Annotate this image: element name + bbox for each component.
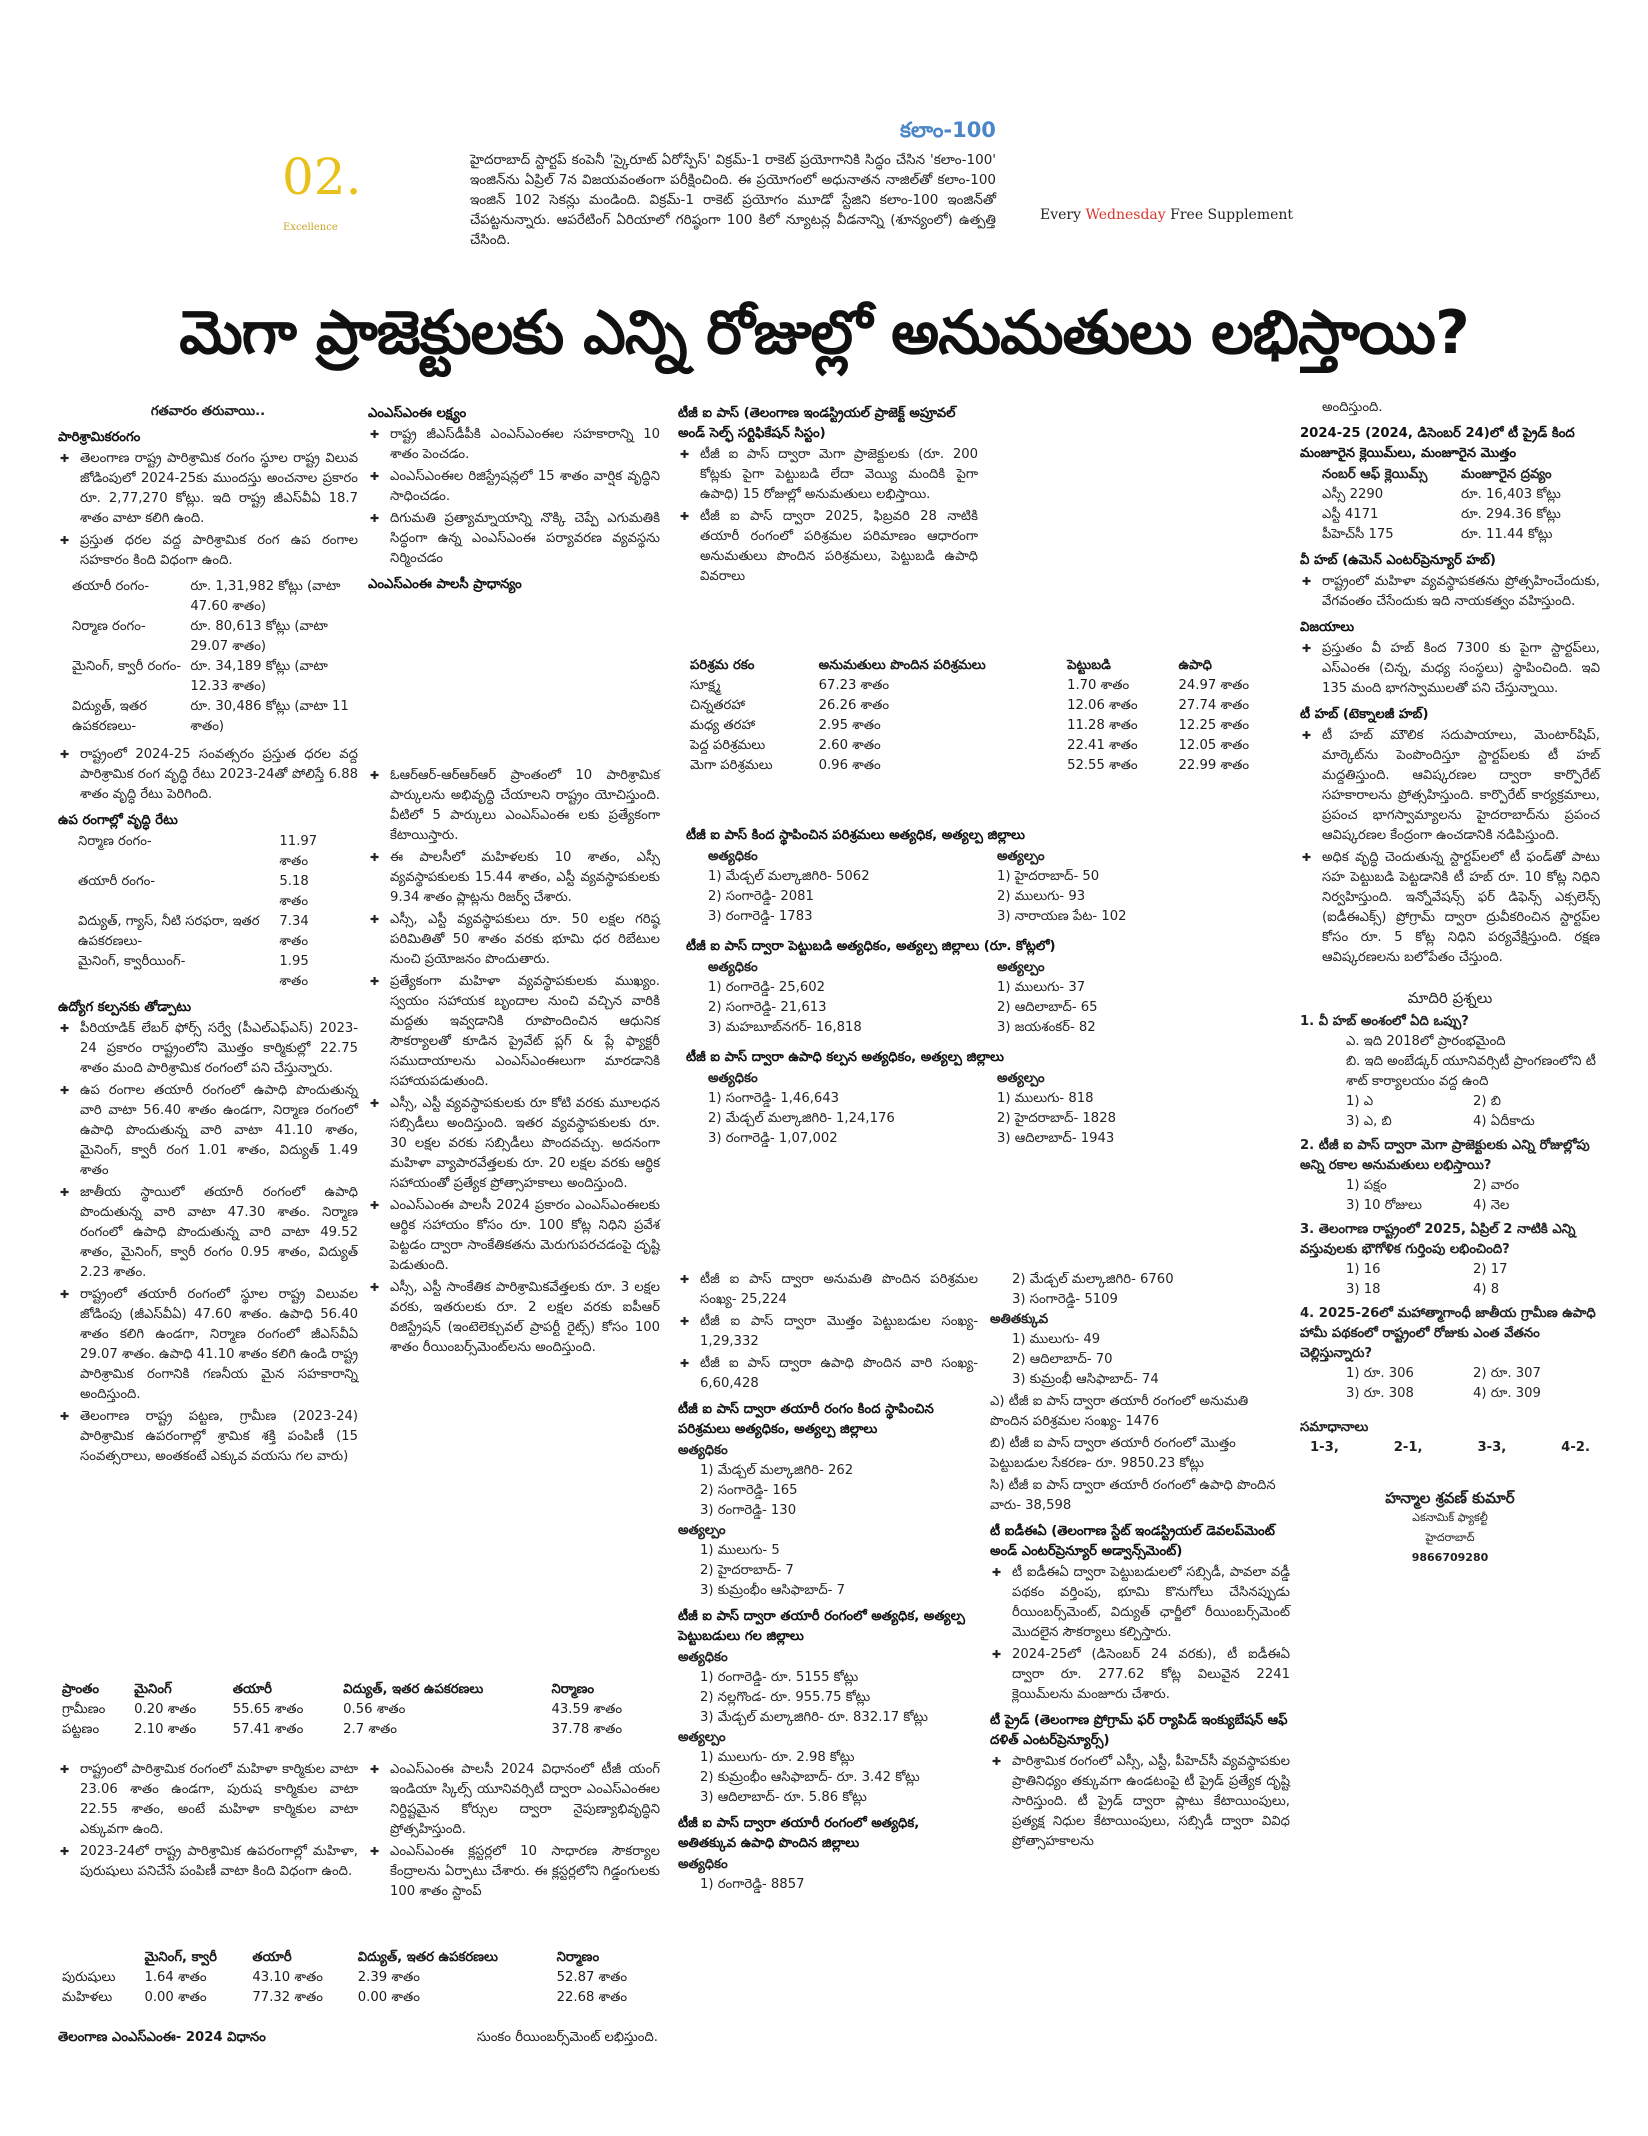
section-heading: టీజీ ఐ పాస్ ద్వారా తయారీ రంగంలో అత్యధిక, అతితక్కువ ఉపాధి పొందిన జిల్లాలు [678,1816,920,1851]
bullet: ✚ దిగుమతి ప్రత్యామ్నాయాన్ని నొక్కి చెప్పే ఎగుమతికి సిద్ధంగా ఉన్న ఎంఎస్ఎంఈ పర్యావరణ వ్యవస్థను నిర్మించడం [368,509,660,569]
tgidea-title: టీ ఐడీఈఏ (తెలంగాణ స్టేట్ ఇండస్ట్రియల్ డెవలప్‌మెంట్ అండ్ ఎంటర్‌ప్రెన్యూర్ అడ్వాన్స్‌మెంట్) [990,1524,1275,1559]
column-2-lower [368,1760,660,1904]
supplement-label: Every Wednesday Free Supplement [1040,207,1294,223]
table-title: టీజీ ఐ పాస్ ద్వారా ఉపాధి కల్పన అత్యధికం, అత్యల్ప జిల్లాలు [686,1050,1004,1065]
section-heading: ఉప రంగాల్లో వృద్ధి రేటు [58,813,178,828]
industry-size-table: పరిశ్రమ రకం అనుమతులు పొందిన పరిశ్రమలు పెట్టుబడి ఉపాధి సూక్ష్మ 67.23 శాతం 1.70 శాతం 24.97 శాతం చిన్నతరహా 26.26 శాతం 12.06 శాతం 27.74 శాతం మధ్య తరహా 2.95 శాతం 11.28 శాతం 12.25 శాతం పెద్ద పరిశ్రమలు 2.60 శాతం 22.41 శాతం 12.05 శాతం మెగా పరిశ్రమలు 0.96 శాతం 52.55 శాతం 22.99 శాతం [690,658,1250,773]
section-heading: ఎంఎస్ఎంఈ లక్ష్యం [368,406,467,421]
col1-footer [58,2030,658,2048]
column-3-right: 2) మేడ్చల్ మల్కాజిగిరి- 6760 3) సంగారెడ్డి- 5109 అతితక్కువ 1) ములుగు- 49 2) ఆదిలాబాద్- 70 3) కుమ్రంభీ ఆసిఫాబాద్- 74 ఎ) టీజీ ఐ పాస్ ద్వారా తయారీ రంగంలో అనుమతి పొందిన పరిశ్రమల సంఖ్య- 1476 బి) టీజీ ఐ పాస్ ద్వారా తయారీ రంగంలో మొత్తం పెట్టుబడుల సేకరణ- రూ. 9850.23 కోట్లు సి) టీజీ ఐ పాస్ ద్వారా తయారీ రంగంలో ఉపాధి పొందిన వారు- 38,598 టీ ఐడీఈఏ (తెలంగాణ స్టేట్ ఇండస్ట్రియల్ డెవలప్‌మెంట్ అండ్ ఎంటర్‌ప్రెన్యూర్ అడ్వాన్స్‌మెంట్) ✚ టీ ఐడీఈఏ ద్వారా పెట్టుబడులలో సబ్సిడీ, పావలా వడ్డీ పథకం వర్తింపు, భూమి కొనుగోలు చేసినప్పుడు రీయింబర్స్‌మెంట్, విద్యుత్ ఛార్జీలో రీయింబర్స్‌మెంట్ మొదలైన సౌకర్యాలు కల్పిస్తారు. ✚ 2024-25లో (డిసెంబర్ 24 వరకు), టీ ఐడీఈఏ ద్వారా రూ. 277.62 కోట్ల విలువైన 2241 క్లెయిమ్‌లను మంజూరు చేశారు. టీ ప్రైడ్ (తెలంగాణ ప్రోగ్రామ్ ఫర్ ర్యాపిడ్ ఇంక్యుబేషన్ ఆఫ్ దళిత్ ఎంటర్‌ప్రెన్యూర్స్) ✚ పారిశ్రామిక రంగంలో ఎస్సీ, ఎస్టీ, పీహెచ్‌సీ వ్యవస్థాపకుల ప్రాతినిధ్యం తక్కువగా ఉండటంపై టీ ప్రైడ్ ప్రత్యేక దృష్టి సారిస్తుంది. టీ ప్రైడ్ ద్వారా ప్లాటు కేటాయింపులు, ప్రత్యక్ష నిధుల కేటాయింపులు, సబ్సిడీ ద్వారా వివిధ ప్రోత్సాహకాలను [990,1270,1290,1854]
section-heading: టీజీ ఐ పాస్ ద్వారా తయారీ రంగం కింద స్థాపించిన పరిశ్రమలు అత్యధికం, అత్యల్ప జిల్లాలు [678,1402,934,1437]
bullet: ✚ జాతీయ స్థాయిలో తయారీ రంగంలో ఉపాధి పొందుతున్న వారి వాటా 47.30 శాతం. నిర్మాణ రంగంలో ఉపాధి పొందుతున్న వారి వాటా 49.52 శాతం, మైనింగ్, క్వారీ రంగం 0.95 శాతం, విద్యుత్ 2.23 శాతం. [58,1183,358,1283]
bullet: ✚ ప్రత్యేకంగా మహిళా వ్యవస్థాపకులకు ముఖ్యం. స్వయం సహాయక బృందాల నుంచి వచ్చిన వారికి మద్దతు ఇవ్వడానికి రూపొందించిన ఆధునిక సౌకర్యాలతో కూడిన ప్రైవేట్ ప్లగ్ & ప్లే ఫ్యాక్టరీ సముదాయాలను ఎంఎస్ఎంఈలుగా మారడానికి సహాయపడుతుంది. [368,972,660,1092]
bullet: ✚ ఎంఎస్ఎంఈ క్లస్టర్లలో 10 సాధారణ సౌకర్యాల కేంద్రాలను ఏర్పాటు చేశారు. ఈ క్లస్టర్లలోని గిడ్డంగులకు 100 శాతం స్టాంప్ [368,1842,660,1902]
bullet: ✚ పారిశ్రామిక రంగంలో ఎస్సీ, ఎస్టీ, పీహెచ్‌సీ వ్యవస్థాపకుల ప్రాతినిధ్యం తక్కువగా ఉండటంపై టీ ప్రైడ్ ప్రత్యేక దృష్టి సారిస్తుంది. టీ ప్రైడ్ ద్వారా ప్లాటు కేటాయింపులు, ప్రత్యక్ష నిధుల కేటాయింపులు, సబ్సిడీ ద్వారా వివిధ ప్రోత్సాహకాలను [990,1752,1290,1852]
urban-rural-table: ప్రాంతం మైనింగ్ తయారీ విద్యుత్, ఇతర ఉపకరణలు నిర్మాణం గ్రామీణం 0.20 శాతం 55.65 శాతం 0.56 శాతం 43.59 శాతం పట్టణం 2.10 శాతం 57.41 శాతం 2.7 శాతం 37.78 శాతం [62,1682,623,1737]
author-block [1300,1488,1600,1568]
page-number: 02. [282,148,362,206]
bullet: ✚ తెలంగాణ రాష్ట్ర పారిశ్రామిక రంగం స్థూల రాష్ట్ర విలువ జోడింపులో 2024-25కు ముందస్తు అంచనాల ప్రకారం రూ. 2,77,270 కోట్లు. ఇది రాష్ట్ర జీఎస్‌వీఏ 18.7 శాతం వాటా కలిగి ఉంది. [58,449,358,529]
bullet: ✚ తెలంగాణ రాష్ట్ర పట్టణ, గ్రామీణ (2023-24) పారిశ్రామిక ఉపరంగాల్లో శ్రామిక శక్తి పంపిణీ (15 సంవత్సరాలు, అంతకంటే ఎక్కువ వయసు గల వారు) [58,1407,358,1467]
tagline: Excellence [283,222,338,233]
bullet: ✚ ఎస్సీ, ఎస్టీ వ్యవస్థాపకులకు రూ కోటి వరకు మూలధన సబ్సిడీలు అందిస్తుంది. ఇతర వ్యవస్థాపకులకు రూ. 30 లక్షల వరకు సబ్సిడీలు పొందవచ్చు. అదనంగా మహిళా వ్యాపారవేత్తలకు రూ. 20 లక్షల వరకు ఆర్థిక సహాయంతో ప్రత్యేక ప్రోత్సాహకాలు అందిస్తుంది. [368,1094,660,1194]
author-name: హన్మాల శ్రవణ్ కుమార్ [1385,1489,1515,1507]
question-3: 3. తెలంగాణ రాష్ట్రంలో 2025, ఏప్రిల్ 2 నాటికి ఎన్ని వస్తువులకు భౌగోళిక గుర్తింపు లభించింది? 1) 16 2) 17 3) 18 4) 8 [1300,1222,1576,1297]
column-3-left: ✚ టీజీ ఐ పాస్ ద్వారా అనుమతి పొందిన పరిశ్రమల సంఖ్య- 25,224 ✚ టీజీ ఐ పాస్ ద్వారా మొత్తం పెట్టుబడుల సంఖ్య- 1,29,332 ✚ టీజీ ఐ పాస్ ద్వారా ఉపాధి పొందిన వారి సంఖ్య- 6,60,428 టీజీ ఐ పాస్ ద్వారా తయారీ రంగం కింద స్థాపించిన పరిశ్రమలు అత్యధికం, అత్యల్ప జిల్లాలు అత్యధికం 1) మేడ్చల్ మల్కాజిగిరి- 262 2) సంగారెడ్డి- 165 3) రంగారెడ్డి- 130 అత్యల్పం 1) ములుగు- 5 2) హైదరాబాద్- 7 3) కుమ్రంభీం ఆసిఫాబాద్- 7 టీజీ ఐ పాస్ ద్వారా తయారీ రంగంలో అత్యధిక, అత్యల్ప పెట్టుబడులు గల జిల్లాలు అత్యధికం 1) రంగారెడ్డి- రూ. 5155 కోట్లు 2) నల్లగొండ- రూ. 955.75 కోట్లు 3) మేడ్చల్ మల్కాజిగిరి- రూ. 832.17 కోట్లు అత్యల్పం 1) ములుగు- రూ. 2.98 కోట్లు 2) కుమ్రంభీం ఆసిఫాబాద్- రూ. 3.42 కోట్లు 3) ఆదిలాబాద్- రూ. 5.86 కోట్లు టీజీ ఐ పాస్ ద్వారా తయారీ రంగంలో అత్యధిక, అతితక్కువ ఉపాధి పొందిన జిల్లాలు అత్యధికం 1) రంగారెడ్డి- 8857 [678,1270,978,1895]
bullet: ✚ ఉప రంగాల తయారీ రంగంలో ఉపాధి పొందుతున్న వారి వాటా 56.40 శాతం ఉండగా, నిర్మాణ రంగంలో ఉపాధి పొందుతున్న వారి వాటా 41.10 శాతం, మైనింగ్, క్వారీ రంగ 1.01 శాతం, విద్యుత్ 1.49 శాతం [58,1081,358,1181]
answers: 1-3, 2-1, 3-3, 4-2. [1310,1440,1590,1455]
growth-table: నిర్మాణ రంగం- 11.97 శాతం తయారీ రంగం- 5.18 శాతం విద్యుత్, గ్యాస్, నీటి సరఫరా, ఇతర ఉపకరణలు- 7.34 శాతం మైనింగ్, క్వారీయింగ్- 1.95 శాతం [78,834,318,989]
section-heading: ఎంఎస్ఎంఈ పాలసీ ప్రాధాన్యం [368,577,522,592]
bullet: ✚ ఎంఎస్ఎంఈ పాలసీ 2024 ప్రకారం ఎంఎస్ఎంఈలకు ఆర్థిక సహాయం కోసం రూ. 100 కోట్ల నిధిని ప్రవేశ పెట్టడం ద్వారా సాంకేతికతను మెరుగుపరచడంపై దృష్టి పెడుతుంది. [368,1196,660,1276]
table-title: టీజీ ఐ పాస్ ద్వారా పెట్టుబడి అత్యధికం, అత్యల్ప జిల్లాలు (రూ. కోట్లలో) [686,939,1056,954]
district-tables: టీజీ ఐ పాస్ కింద స్థాపించిన పరిశ్రమలు అత్యధిక, అత్యల్ప జిల్లాలు అత్యధికం 1) మేడ్చల్ మల్కాజిగిరి- 5062 2) సంగారెడ్డి- 2081 3) రంగారెడ్డి- 1783 అత్యల్పం 1) హైదరాబాద్- 50 2) ములుగు- 93 3) నారాయణ పేట- 102 టీజీ ఐ పాస్ ద్వారా పెట్టుబడి అత్యధికం, అత్యల్ప జిల్లాలు (రూ. కోట్లలో) అత్యధికం 1) రంగారెడ్డి- 25,602 2) సంగారెడ్డి- 21,613 3) మహబూబ్‌నగర్- 16,818 అత్యల్పం 1) ములుగు- 37 2) ఆదిలాబాద్- 65 3) జయశంకర్- 82 టీజీ ఐ పాస్ ద్వారా ఉపాధి కల్పన అత్యధికం, అత్యల్ప జిల్లాలు అత్యధికం 1) సంగారెడ్డి- 1,46,643 2) మేడ్చల్ మల్కాజిగిరి- 1,24,176 3) రంగారెడ్డి- 1,07,002 అత్యల్పం 1) ములుగు- 818 2) హైదరాబాద్- 1828 3) ఆదిలాబాద్- 1943 [686,820,1286,1149]
headline: మెగా ప్రాజెక్టులకు ఎన్ని రోజుల్లో అనుమతులు లభిస్తాయి? [179,298,1469,368]
bullet: ✚ అధిక వృద్ధి చెందుతున్న స్టార్టప్‌లలో టీ ఫండ్‌తో పాటు సహ పెట్టుబడి పెట్టడానికి టీ హబ్ రూ. 10 కోట్ల నిధిని నిర్వహిస్తుంది. ఇన్నోవేషన్స్ ఫర్ డిఫెన్స్ ఎక్సలెన్స్ (ఐడీఈఎక్స్) ప్రోగ్రామ్ ద్వారా ద్రువీకరించిన స్టార్టప్‌ల కోసం రూ. 5 కోట్ల నిధిని పర్యవేక్షిస్తుంది. రక్షణ ఆవిష్కరణలను బలోపేతం చేస్తుంది. [1300,848,1600,968]
bullet: ✚ టీ హబ్ మౌలిక సదుపాయాలు, మెంటార్‌షిప్, మార్కెట్‌ను పెంపొందిస్తూ స్టార్టప్‌లకు టీ హబ్ మద్దతిస్తుంది. ఆవిష్కరణల ద్వారా కార్పొరేట్ సహకారాలను ప్రోత్సహిస్తుంది. కార్పొరేట్ కార్యక్రమాలు, ప్రపంచ భాగస్వామ్యాలను హైదరాబాద్‌ను ప్రపంచ ఆవిష్కరణల కేంద్రంగా ఉంచడానికి నడిపిస్తుంది. [1300,726,1600,846]
column-2 [368,398,660,1360]
column-4: అందిస్తుంది. 2024-25 (2024, డిసెంబర్ 24)లో టీ ప్రైడ్ కింద మంజూరైన క్లెయిమ్‌లు, మంజూరైన మొత్తం నంబర్ ఆఫ్ క్లెయిమ్స్ మంజూరైన ద్రవ్యం ఎస్సీ 2290 రూ. 16,403 కోట్లు ఎస్టీ 4171 రూ. 294.36 కోట్లు పీహెచ్‌సీ 175 రూ. 11.44 కోట్లు వీ హబ్ (ఉమెన్ ఎంటర్‌ప్రెన్యూర్ హబ్) ✚ రాష్ట్రంలో మహిళా వ్యవస్థాపకతను ప్రోత్సహించేందుకు, వేగవంతం చేసేందుకు ఇది నాయకత్వం వహిస్తుంది. విజయాలు ✚ ప్రస్తుతం వీ హబ్ కింద 7300 కు పైగా స్టార్టప్‌లు, ఎస్ఎంఈ (చిన్న, మధ్య సంస్థలు) స్థాపించింది. ఇవి 135 మంది భాగస్వాములతో పని చేస్తున్నాయి. టీ హబ్ (టెక్నాలజీ హబ్) ✚ టీ హబ్ మౌలిక సదుపాయాలు, మెంటార్‌షిప్, మార్కెట్‌ను పెంపొందిస్తూ స్టార్టప్‌లకు టీ హబ్ మద్దతిస్తుంది. ఆవిష్కరణల ద్వారా కార్పొరేట్ సహకారాలను ప్రోత్సహిస్తుంది. కార్పొరేట్ కార్యక్రమాలు, ప్రపంచ భాగస్వామ్యాలను హైదరాబాద్‌ను ప్రపంచ ఆవిష్కరణల కేంద్రంగా ఉంచడానికి నడిపిస్తుంది. ✚ అధిక వృద్ధి చెందుతున్న స్టార్టప్‌లలో టీ ఫండ్‌తో పాటు సహ పెట్టుబడి పెట్టడానికి టీ హబ్ రూ. 10 కోట్ల నిధిని నిర్వహిస్తుంది. ఇన్నోవేషన్స్ ఫర్ డిఫెన్స్ ఎక్సలెన్స్ (ఐడీఈఎక్స్) ప్రోగ్రామ్ ద్వారా ద్రువీకరించిన స్టార్టప్‌ల కోసం రూ. 5 కోట్ల నిధిని పర్యవేక్షిస్తుంది. రక్షణ ఆవిష్కరణలను బలోపేతం చేస్తుంది. మాదిరి ప్రశ్నలు 1. వీ హబ్ అంశంలో ఏది ఒప్పు? ఎ. ఇది 2018లో ప్రారంభమైంది బి. ఇది అంబేడ్కర్ యూనివర్సిటీ ప్రాంగణంలోని టీ శాట్ కార్యాలయం వద్ద ఉంది 1) ఎ 2) బి 3) ఎ, బి 4) ఏదీకాదు 2. టీజీ ఐ పాస్ ద్వారా మెగా ప్రాజెక్టులకు ఎన్ని రోజుల్లోపు అన్ని రకాల అనుమతులు లభిస్తాయి? 1) పక్షం 2) వారం 3) 10 రోజులు 4) నెల 3. తెలంగాణ రాష్ట్రంలో 2025, ఏప్రిల్ 2 నాటికి ఎన్ని వస్తువులకు భౌగోళిక గుర్తింపు లభించింది? 1) 16 2) 17 3) 18 4) 8 4. 2025-26లో మహాత్మాగాంధీ జాతీయ గ్రామీణ ఉపాధి హామీ పథకంలో రాష్ట్రంలో రోజుకు ఎంత వేతనం చెల్లిస్తున్నారు? 1) రూ. 306 2) రూ. 307 3) రూ. 308 4) రూ. 309 సమాధానాలు 1-3, 2-1, 3-3, 4-2. హన్మాల శ్రవణ్ కుమార్ ఎకనామిక్ ఫ్యాకల్టీ హైదరాబాద్ 9866709280 [1300,398,1600,1568]
table-title: టీజీ ఐ పాస్ కింద స్థాపించిన పరిశ్రమలు అత్యధిక, అత్యల్ప జిల్లాలు [686,828,1025,843]
bullet: ✚ ఎస్సీ, ఎస్టీ వ్యవస్థాపకులు రూ. 50 లక్షల గరిష్ఠ పరిమితితో 50 శాతం వరకు భూమి ధర రిబేటుల నుంచి ప్రయోజనం పొందుతారు. [368,910,660,970]
footer-continuation: సుంకం రీయింబర్స్‌మెంట్ లభిస్తుంది. [476,2030,658,2045]
column-1-lower [58,1760,358,1884]
bullet: ✚ ఈ పాలసీలో మహిళలకు 10 శాతం, ఎస్సీ వ్యవస్థాపకులకు 15.44 శాతం, ఎస్టీ వ్యవస్థాపకులకు 9.34 శాతం ప్లాట్లను రిజర్వ్ చేశారు. [368,848,660,908]
bullet: ✚ 2023-24లో రాష్ట్ర పారిశ్రామిక ఉపరంగాల్లో మహిళా, పురుషులు పనిచేసే పంపిణీ వాటా కింది విధంగా ఉంది. [58,1842,358,1882]
column-1 [58,398,358,1469]
bullet: ✚ రాష్ట్రంలో మహిళా వ్యవస్థాపకతను ప్రోత్సహించేందుకు, వేగవంతం చేసేందుకు ఇది నాయకత్వం వహిస్తుంది. [1300,572,1600,612]
tpride-title: టీ ప్రైడ్ (తెలంగాణ ప్రోగ్రామ్ ఫర్ ర్యాపిడ్ ఇంక్యుబేషన్ ఆఫ్ దళిత్ ఎంటర్‌ప్రెన్యూర్స్) [990,1713,1288,1748]
question-1: 1. వీ హబ్ అంశంలో ఏది ఒప్పు? ఎ. ఇది 2018లో ప్రారంభమైంది బి. ఇది అంబేడ్కర్ యూనివర్సిటీ ప్రాంగణంలోని టీ శాట్ కార్యాలయం వద్ద ఉంది 1) ఎ 2) బి 3) ఎ, బి 4) ఏదీకాదు [1300,1014,1596,1129]
bullet: ✚ ఎస్సీ, ఎస్టీ సాంకేతిక పారిశ్రామికవేత్తలకు రూ. 3 లక్షల వరకు, ఇతరులకు రూ. 2 లక్షల వరకు ఐపీఆర్ రిజిస్ట్రేషన్ (ఇంటెలెక్చువల్ ప్రాపర్టీ రైట్స్) కోసం 100 శాతం రీయింబర్స్‌మెంట్‌లను అందిస్తుంది. [368,1278,660,1358]
gender-table: మైనింగ్, క్వారీ తయారీ విద్యుత్, ఇతర ఉపకరణలు నిర్మాణం పురుషులు 1.64 శాతం 43.10 శాతం 2.39 శాతం 52.87 శాతం మహిళలు 0.00 శాతం 77.32 శాతం 0.00 శాతం 22.68 శాతం [62,1950,628,2005]
msme-2024-heading: తెలంగాణ ఎంఎస్ఎంఈ- 2024 విధానం [58,2030,266,2045]
bullet: ✚ టీజీ ఐ పాస్ ద్వారా ఉపాధి పొందిన వారి సంఖ్య- 6,60,428 [678,1354,978,1394]
bullet: ✚ రాష్ట్ర జీఎస్‌డీపీకి ఎంఎస్ఎంఈల సహకారాన్ని 10 శాతం పెంచడం. [368,425,660,465]
bullet: ✚ రాష్ట్రంలో పారిశ్రామిక రంగంలో మహిళా కార్మికుల వాటా 23.06 శాతం ఉండగా, పురుష కార్మికుల వాటా 22.55 శాతం, అంటే మహిళా కార్మికుల వాటా ఎక్కువగా ఉంది. [58,1760,358,1840]
page-header [0,0,1648,290]
question-2: 2. టీజీ ఐ పాస్ ద్వారా మెగా ప్రాజెక్టులకు ఎన్ని రోజుల్లోపు అన్ని రకాల అనుమతులు లభిస్తాయి? 1) పక్షం 2) వారం 3) 10 రోజులు 4) నెల [1300,1138,1590,1213]
bullet: ✚ ఎంఎస్ఎంఈ పాలసీ 2024 విధానంలో టీజీ యంగ్ ఇండియా స్కిల్స్ యూనివర్సిటీ ద్వారా ఎంఎస్ఎంఈల నిర్దిష్టమైన కోర్సుల ద్వారా నైపుణ్యాభివృద్ధిని ప్రోత్సహిస్తుంది. [368,1760,660,1840]
author-phone: 9866709280 [1411,1551,1489,1564]
section-heading: టీజీ ఐ పాస్ ద్వారా తయారీ రంగంలో అత్యధిక, అత్యల్ప పెట్టుబడులు గల జిల్లాలు [678,1609,966,1644]
supplement-day: Wednesday [1085,207,1166,223]
quiz-title: మాదిరి ప్రశ్నలు [1407,989,1493,1007]
sector-table: తయారీ రంగం- రూ. 1,31,982 కోట్లు (వాటా 47.60 శాతం) నిర్మాణ రంగం- రూ. 80,613 కోట్లు (వాటా 29.07 శాతం) మైనింగ్, క్వారీ రంగం- రూ. 34,189 కోట్లు (వాటా 12.33 శాతం) విద్యుత్, ఇతర ఉపకరణలు- రూ. 30,486 కోట్లు (వాటా 11 శాతం) [72,579,349,734]
author-city: హైదరాబాద్ [1425,1531,1475,1544]
section-heading: వీ హబ్ (ఉమెన్ ఎంటర్‌ప్రెన్యూర్ హబ్) [1300,553,1496,568]
intro: గతవారం తరువాయి.. [150,404,266,419]
bullet: ✚ ప్రస్తుతం వీ హబ్ కింద 7300 కు పైగా స్టార్టప్‌లు, ఎస్ఎంఈ (చిన్న, మధ్య సంస్థలు) స్థాపించింది. ఇవి 135 మంది భాగస్వాములతో పని చేస్తున్నాయి. [1300,639,1600,699]
bullet: ✚ రాష్ట్రంలో తయారీ రంగంలో స్థూల రాష్ట్ర విలువల జోడింపు (జీఎస్‌వీఏ) 47.60 శాతం. ఉపాధి 56.40 శాతం కలిగి ఉండగా, నిర్మాణ రంగంలో జీఎస్‌వీఏ 29.07 శాతం. ఉపాధి 41.10 శాతం కలిగి ఉండి రాష్ట్ర పారిశ్రామిక రంగానికి గణనీయ మైన సహకారాన్ని అందిస్తుంది. [58,1285,358,1405]
column-3-top [678,398,978,589]
question-4: 4. 2025-26లో మహాత్మాగాంధీ జాతీయ గ్రామీణ ఉపాధి హామీ పథకంలో రాష్ట్రంలో రోజుకు ఎంత వేతనం చెల్లిస్తున్నారు? 1) రూ. 306 2) రూ. 307 3) రూ. 308 4) రూ. 309 [1300,1306,1596,1401]
section-heading: విజయాలు [1300,620,1355,635]
answers-label: సమాధానాలు [1300,1420,1369,1435]
bullet: ✚ టీజీ ఐ పాస్ ద్వారా 2025, ఫిబ్రవరి 28 నాటికి తయారీ రంగంలో పరిశ్రమల పరిమాణం ఆధారంగా అనుమతులు పొందిన పరిశ్రమలు, పెట్టుబడి ఉపాధి వివరాలు [678,507,978,587]
bullet: ✚ ఎంఎస్ఎంఈల రిజిస్ట్రేషన్లలో 15 శాతం వార్షిక వృద్ధిని సాధించడం. [368,467,660,507]
rocket-box-text: హైదరాబాద్ స్టార్టప్ కంపెనీ 'స్కైరూట్ ఏరోస్పేస్' విక్రమ్-1 రాకెట్ ప్రయోగానికి సిద్ధం చేసిన 'కలాం-100' ఇంజిన్‌ను ఏప్రిల్ 7న విజయవంతంగా పరీక్షించింది. ఈ ప్రయోగంలో అధునాతన నాజిల్‌తో కలాం-100 ఇంజిన్ 102 సెకన్లు మండింది. విక్రమ్-1 రాకెట్ ప్రయోగం మూడో స్టేజిని కలాం-100 ఇంజిన్‌తో చేపట్టనున్నారు. ఆపరేటింగ్ ఏరియాలో గరిష్ఠంగా 100 కిలో న్యూటన్ల వీడనాన్ని (శూన్యంలో) ఉత్పత్తి చేసింది. [470,152,996,248]
bullet: ✚ టీ ఐడీఈఏ ద్వారా పెట్టుబడులలో సబ్సిడీ, పావలా వడ్డీ పథకం వర్తింపు, భూమి కొనుగోలు చేసినప్పుడు రీయింబర్స్‌మెంట్, విద్యుత్ ఛార్జీలో రీయింబర్స్‌మెంట్ మొదలైన సౌకర్యాలు కల్పిస్తారు. [990,1563,1290,1643]
section-heading: పారిశ్రామికరంగం [58,430,141,445]
bullet: ✚ పీరియాడిక్ లేబర్ ఫోర్స్ సర్వే (పీఎల్ఎఫ్ఎస్) 2023-24 ప్రకారం రాష్ట్రంలోని మొత్తం కార్మికుల్లో 22.75 శాతం మంది పారిశ్రామిక రంగంలో పని చేస్తున్నారు. [58,1019,358,1079]
rocket-box-title: కలాం-100 [900,118,996,142]
bullet: ✚ ప్రస్తుత ధరల వద్ద పారిశ్రామిక రంగ ఉప రంగాల సహకారం కింది విధంగా ఉంది. [58,531,358,571]
section-heading: టీ హబ్ (టెక్నాలజీ హబ్) [1300,707,1429,722]
tgipass-title: టీజీ ఐ పాస్ (తెలంగాణ ఇండస్ట్రియల్ ప్రాజెక్ట్ అప్రూవల్ అండ్ సెల్ఫ్ సర్టిఫికేషన్ సిస్టం) [678,406,956,441]
section-heading: 2024-25 (2024, డిసెంబర్ 24)లో టీ ప్రైడ్ కింద మంజూరైన క్లెయిమ్‌లు, మంజూరైన మొత్తం [1300,426,1575,461]
bullet: ✚ 2024-25లో (డిసెంబర్ 24 వరకు), టీ ఐడీఈఏ ద్వారా రూ. 277.62 కోట్ల విలువైన 2241 క్లెయిమ్‌లను మంజూరు చేశారు. [990,1645,1290,1705]
bullet: ✚ ఓఆర్ఆర్-ఆర్ఆర్ఆర్ ప్రాంతంలో 10 పారిశ్రామిక పార్కులను అభివృద్ధి చేయాలని రాష్ట్రం యోచిస్తుంది. వీటిలో 5 పార్కులు ఎంఎస్ఎంఈ లకు ప్రత్యేకంగా కేటాయిస్తారు. [368,766,660,846]
author-role: ఎకనామిక్ ఫ్యాకల్టీ [1412,1511,1488,1524]
bullet: ✚ టీజీ ఐ పాస్ ద్వారా అనుమతి పొందిన పరిశ్రమల సంఖ్య- 25,224 [678,1270,978,1310]
bullet: ✚ టీజీ ఐ పాస్ ద్వారా మెగా ప్రాజెక్టులకు (రూ. 200 కోట్లకు పైగా పెట్టుబడి లేదా వెయ్యి మందికి పైగా ఉపాధి) 15 రోజుల్లో అనుమతులు లభిస్తాయి. [678,445,978,505]
bullet: ✚ రాష్ట్రంలో 2024-25 సంవత్సరం ప్రస్తుత ధరల వద్ద పారిశ్రామిక రంగ వృద్ధి రేటు 2023-24తో పోలిస్తే 6.88 శాతం వృద్ధి రేటు పెరిగింది. [58,745,358,805]
bullet: ✚ టీజీ ఐ పాస్ ద్వారా మొత్తం పెట్టుబడుల సంఖ్య- 1,29,332 [678,1312,978,1352]
section-heading: ఉద్యోగ కల్పనకు తోడ్పాటు [58,1000,192,1015]
